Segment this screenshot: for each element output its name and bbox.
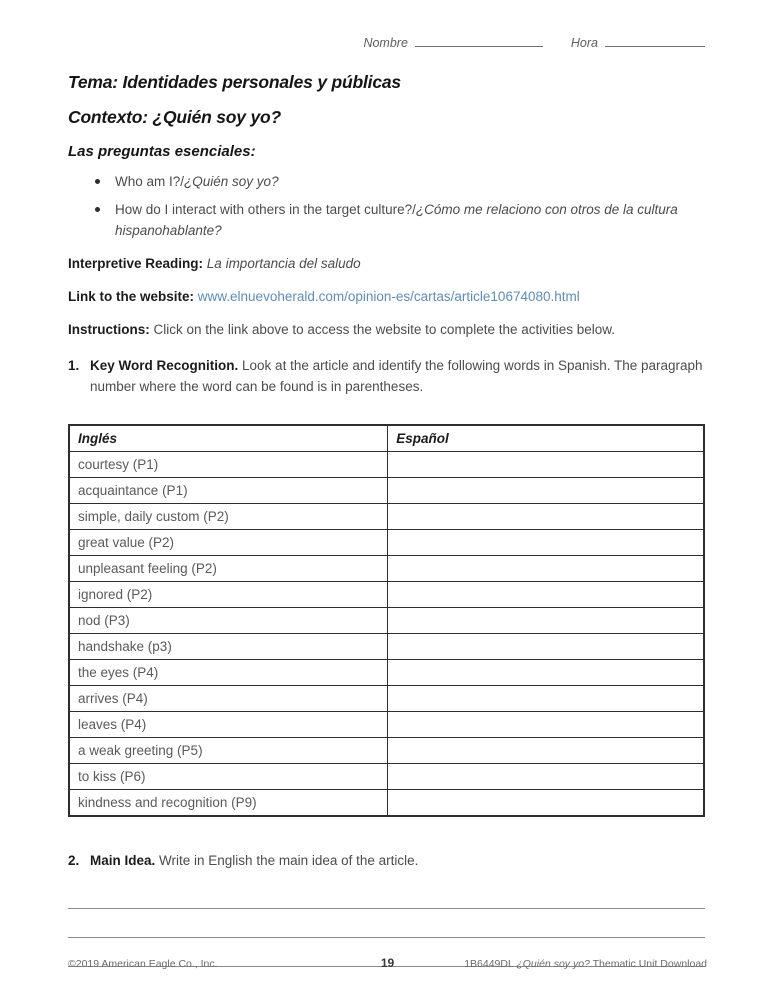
spanish-answer-cell[interactable] bbox=[388, 634, 704, 660]
english-term: courtesy (P1) bbox=[69, 452, 388, 478]
spanish-answer-cell[interactable] bbox=[388, 504, 704, 530]
activity-1 bbox=[68, 355, 705, 397]
hora-label: Hora bbox=[570, 36, 598, 50]
table-row bbox=[69, 764, 704, 790]
table-row bbox=[69, 608, 704, 634]
table-row bbox=[69, 790, 704, 817]
nombre-label: Nombre bbox=[363, 36, 408, 50]
table-row bbox=[69, 738, 704, 764]
product-suffix: Thematic Unit Download bbox=[592, 958, 708, 970]
english-term: to kiss (P6) bbox=[69, 764, 388, 790]
table-row bbox=[69, 582, 704, 608]
table-row bbox=[69, 530, 704, 556]
activity-1-number: 1. bbox=[68, 358, 80, 373]
question-english: How do I interact with others in the target culture?/ bbox=[115, 202, 416, 217]
list-item bbox=[95, 171, 705, 192]
spanish-answer-cell[interactable] bbox=[388, 452, 704, 478]
page-number: 19 bbox=[380, 956, 395, 970]
spanish-answer-cell[interactable] bbox=[388, 790, 704, 817]
english-term: leaves (P4) bbox=[69, 712, 388, 738]
question-spanish: ¿Quién soy yo? bbox=[184, 174, 279, 189]
website-link[interactable]: www.elnuevoherald.com/opinion-es/cartas/article10674080.html bbox=[197, 289, 580, 304]
spanish-answer-cell[interactable] bbox=[388, 660, 704, 686]
interpretive-reading-title: La importancia del saludo bbox=[206, 256, 361, 271]
writing-line[interactable] bbox=[68, 880, 705, 909]
tema-title: Tema: Identidades personales y públicas bbox=[68, 72, 401, 92]
instructions-line bbox=[68, 320, 705, 340]
essential-questions-heading: Las preguntas esenciales: bbox=[68, 143, 256, 160]
instructions-label: Instructions: bbox=[68, 322, 150, 337]
english-term: great value (P2) bbox=[69, 530, 388, 556]
spanish-answer-cell[interactable] bbox=[388, 530, 704, 556]
essential-questions-list bbox=[68, 171, 705, 241]
table-row bbox=[69, 504, 704, 530]
english-term: acquaintance (P1) bbox=[69, 478, 388, 504]
spanish-answer-cell[interactable] bbox=[388, 764, 704, 790]
spanish-answer-cell[interactable] bbox=[388, 712, 704, 738]
activity-2-number: 2. bbox=[68, 853, 80, 868]
english-term: handshake (p3) bbox=[69, 634, 388, 660]
name-hour-header bbox=[68, 33, 705, 50]
interpretive-reading-line bbox=[68, 254, 705, 274]
english-term: nod (P3) bbox=[69, 608, 388, 634]
page-footer bbox=[68, 956, 707, 970]
spanish-answer-cell[interactable] bbox=[388, 738, 704, 764]
table-row bbox=[69, 452, 704, 478]
keyword-table bbox=[68, 424, 705, 817]
english-term: arrives (P4) bbox=[69, 686, 388, 712]
spanish-answer-cell[interactable] bbox=[388, 686, 704, 712]
activity-2 bbox=[68, 850, 705, 871]
table-row bbox=[69, 686, 704, 712]
bullet-icon bbox=[95, 179, 100, 184]
list-item bbox=[95, 199, 705, 241]
product-code: 1B6449DL bbox=[464, 958, 514, 970]
spanish-answer-cell[interactable] bbox=[388, 582, 704, 608]
writing-line[interactable] bbox=[68, 909, 705, 938]
spanish-answer-cell[interactable] bbox=[388, 608, 704, 634]
nombre-fill-line[interactable] bbox=[415, 33, 543, 47]
spanish-answer-cell[interactable] bbox=[388, 478, 704, 504]
link-line bbox=[68, 287, 705, 307]
english-term: unpleasant feeling (P2) bbox=[69, 556, 388, 582]
contexto-title: Contexto: ¿Quién soy yo? bbox=[68, 107, 281, 127]
question-spanish: ¿Cómo me relaciono con otros de la cultura hispanohablante? bbox=[115, 202, 678, 238]
table-row bbox=[69, 478, 704, 504]
column-header-espanol: Español bbox=[388, 425, 704, 452]
table-row bbox=[69, 712, 704, 738]
main-idea-answer-area bbox=[68, 880, 705, 967]
english-term: kindness and recognition (P9) bbox=[69, 790, 388, 817]
english-term: the eyes (P4) bbox=[69, 660, 388, 686]
question-english: Who am I?/ bbox=[115, 174, 185, 189]
english-term: simple, daily custom (P2) bbox=[69, 504, 388, 530]
product-title: ¿Quién soy yo? bbox=[516, 958, 590, 970]
hora-fill-line[interactable] bbox=[605, 33, 705, 47]
activity-1-text: Look at the article and identify the following words in Spanish. The paragraph number where the word can be found is in parentheses. bbox=[90, 358, 703, 394]
english-term: a weak greeting (P5) bbox=[69, 738, 388, 764]
interpretive-reading-label: Interpretive Reading: bbox=[68, 256, 204, 271]
product-info bbox=[394, 958, 707, 970]
english-term: ignored (P2) bbox=[69, 582, 388, 608]
spanish-answer-cell[interactable] bbox=[388, 556, 704, 582]
column-header-ingles: Inglés bbox=[69, 425, 388, 452]
bullet-icon bbox=[95, 207, 100, 212]
activity-1-title: Key Word Recognition. bbox=[90, 358, 239, 373]
activity-2-text: Write in English the main idea of the article. bbox=[159, 853, 419, 868]
copyright-text: ©2019 American Eagle Co., Inc. bbox=[68, 958, 218, 970]
link-label: Link to the website: bbox=[68, 289, 195, 304]
table-row bbox=[69, 556, 704, 582]
table-row bbox=[69, 634, 704, 660]
instructions-text: Click on the link above to access the website to complete the activities below. bbox=[153, 322, 616, 337]
table-header-row bbox=[69, 425, 704, 452]
table-row bbox=[69, 660, 704, 686]
activity-2-title: Main Idea. bbox=[90, 853, 156, 868]
